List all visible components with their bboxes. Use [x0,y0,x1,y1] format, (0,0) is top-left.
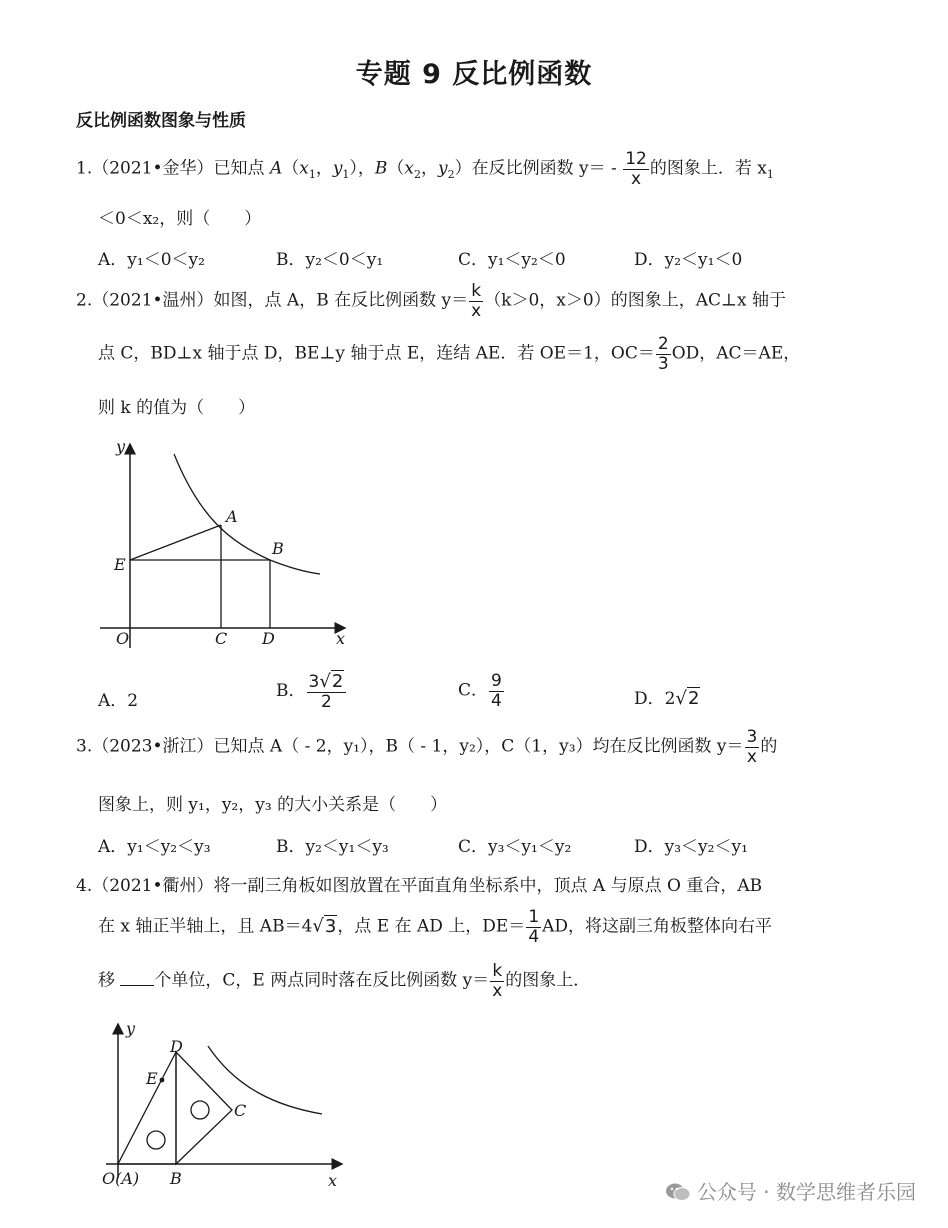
question-4-line-2: 在 x 轴正半轴上，且 AB＝4√3，点 E 在 AD 上，DE＝ $\frac{1}{4}$ AD，将这副三角板整体向右平 [98,907,773,947]
question-2-line-3: 则 k 的值为（ ） [98,398,256,418]
fraction: $\frac{k}{x}$ [492,961,503,1001]
question-1-option-a: A．y₁＜0＜y₂ [98,250,205,270]
label-o: O [116,629,130,648]
question-1-option-c: C．y₁＜y₂＜0 [458,250,566,270]
question-3-option-d: D．y₃＜y₂＜y₁ [634,837,748,857]
label-e: E [114,555,126,574]
question-2-line-1: 2.（2021•温州）如图，点 A，B 在反比例函数 y＝ $\frac{k}{x}$ （k＞0，x＞0）的图象上，AC⊥x 轴于 [76,281,786,321]
label-o-a: O(A) [102,1169,140,1188]
page-title: 专题 9 反比例函数 [355,59,593,90]
question-2-option-a: A．2 [98,691,139,711]
section-heading: 反比例函数图象与性质 [76,111,246,131]
question-2-option-d: D．2√2 [634,688,700,709]
hyperbola-curve [208,1046,322,1114]
fraction: $\frac{2}{3}$ [657,334,669,374]
point-e [160,1078,165,1083]
segment-ae [130,525,221,560]
label-a: A [226,507,238,526]
label-c: C [234,1101,247,1120]
label-y: y [116,437,126,456]
question-1-line-2: ＜0＜x₂，则（ ） [98,209,262,229]
label-x: x [336,629,346,648]
question-1-option-b: B．y₂＜0＜y₁ [276,250,384,270]
question-3-option-a: A．y₁＜y₂＜y₃ [98,837,211,857]
question-4-line-3: 移 个单位，C，E 两点同时落在反比例函数 y＝ $\frac{k}{x}$ 的图象上． [98,961,591,1001]
fraction: $\frac{k}{x}$ [471,281,482,321]
question-4-figure [96,1018,356,1196]
hyperbola-curve [174,454,320,574]
label-y: y [126,1019,136,1038]
label-e: E [146,1069,158,1088]
label-d: D [170,1037,183,1056]
label-d: D [262,629,275,648]
label-b: B [170,1169,182,1188]
question-1-option-d: D．y₂＜y₁＜0 [634,250,743,270]
question-3-line-2: 图象上，则 y₁，y₂，y₃ 的大小关系是（ ） [98,795,448,815]
question-3-option-c: C．y₃＜y₁＜y₂ [458,837,572,857]
question-2-figure [90,430,360,652]
wechat-icon [665,1182,691,1202]
question-3-option-b: B．y₂＜y₁＜y₃ [276,837,389,857]
watermark: 公众号 · 数学思维者乐园 [665,1176,916,1205]
triangle-hole [147,1131,165,1149]
question-2-option-c: C． $\frac{9}{4}$ [458,671,502,711]
fraction: $\frac{12}{x}$ [625,149,647,189]
triangle-hole [191,1101,209,1119]
fraction: $\frac{1}{4}$ [528,907,540,947]
question-2-option-b: B． $\frac{3√2}{2}$ [276,672,347,711]
label-c: C [215,629,228,648]
question-1-line-1: 1.（2021•金华）已知点 $A(x_1$，$y_1$），$B(x_2$，$y_2$）在反比例函数 y＝ - $\frac{12}{x}$ 的图象上．若 $x_1$ [76,149,774,189]
answer-blank[interactable] [120,971,154,986]
label-b: B [272,539,284,558]
question-3-line-1: 3.（2023•浙江）已知点 A（ - 2，y₁），B（ - 1，y₂），C（1，y₃）均在反比例函数 y＝ $\frac{3}{x}$ 的 [76,727,778,767]
label-x: x [328,1171,338,1190]
question-2-line-2: 点 C，BD⊥x 轴于点 D，BE⊥y 轴于点 E，连结 AE．若 OE＝1，OC＝ $\frac{2}{3}$ OD，AC＝AE， [98,334,801,374]
triangle-bcd [176,1052,232,1164]
question-4-line-1: 4.（2021•衢州）将一副三角板如图放置在平面直角坐标系中，顶点 A 与原点 O 重合，AB [76,876,763,896]
fraction: $\frac{3}{x}$ [746,727,758,767]
